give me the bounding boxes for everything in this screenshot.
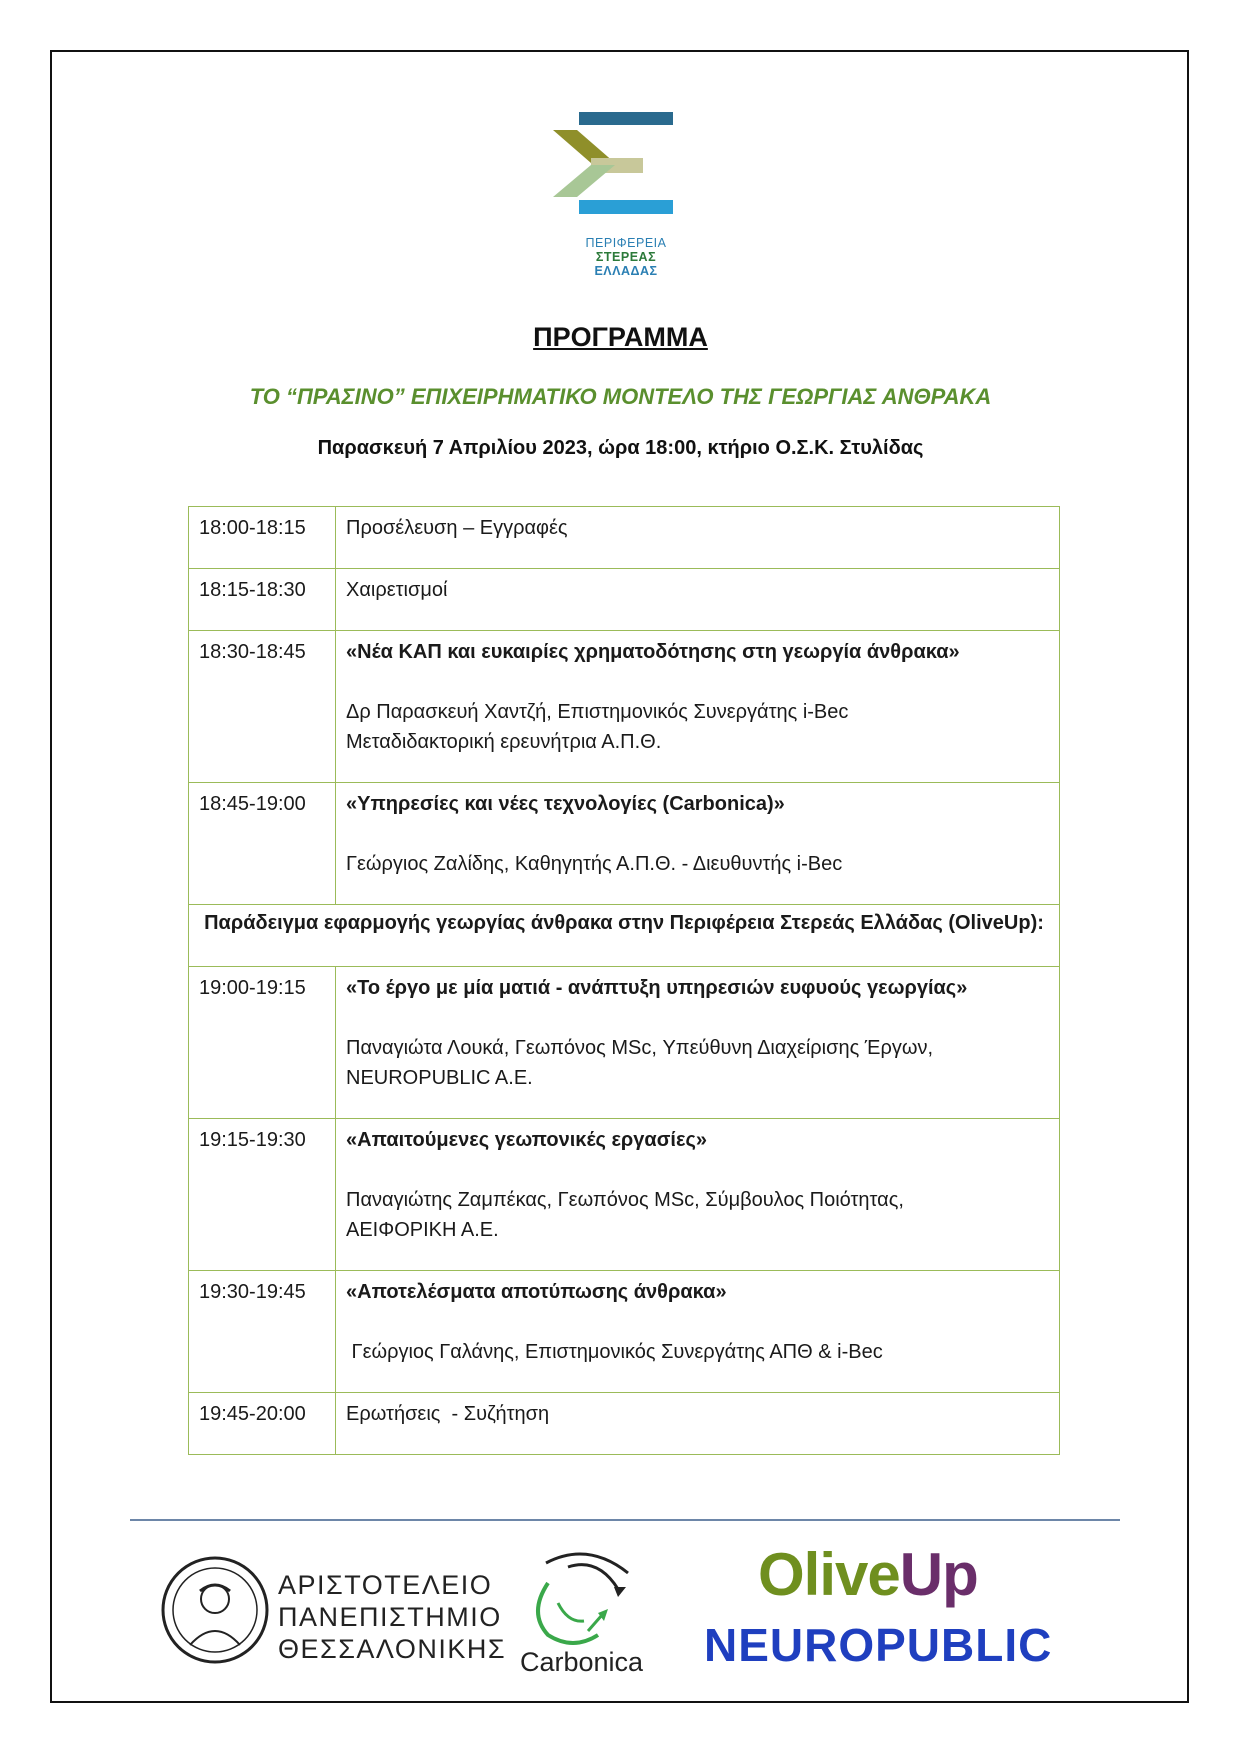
speaker-affiliation: NEUROPUBLIC A.E. xyxy=(346,1067,533,1089)
sterea-ellada-logo xyxy=(553,108,673,283)
footer-divider xyxy=(130,1519,1120,1521)
time-cell: 19:15-19:30 xyxy=(189,1119,336,1271)
auth-line-1: ΑΡΙΣΤΟΤΕΛΕΙΟ xyxy=(278,1570,493,1600)
speaker-line: Γεώργιος Ζαλίδης, Καθηγητής Α.Π.Θ. - Διευθυντής i-Bec xyxy=(346,853,843,875)
oliveup-olive-text: Olive xyxy=(758,1541,900,1608)
activity-cell: Χαιρετισμοί xyxy=(336,569,1060,631)
activity-cell xyxy=(336,1119,1060,1271)
sigma-logo-icon xyxy=(553,108,673,233)
carbonica-logo xyxy=(518,1543,668,1683)
auth-logo xyxy=(160,1555,507,1665)
table-row xyxy=(189,1119,1060,1271)
section-row xyxy=(189,905,1060,967)
table-row xyxy=(189,967,1060,1119)
activity-cell xyxy=(336,967,1060,1119)
event-dateline: Παρασκευή 7 Απριλίου 2023, ώρα 18:00, κτήριο Ο.Σ.Κ. Στυλίδας xyxy=(317,437,924,459)
speaker-affiliation: Μεταδιδακτορική ερευνήτρια Α.Π.Θ. xyxy=(346,731,662,753)
university-seal-icon xyxy=(160,1555,270,1665)
logo-text-perifereia: ΠΕΡΙΦΕΡΕΙΑ xyxy=(585,236,667,250)
speaker-line: Δρ Παρασκευή Χαντζή, Επιστημονικός Συνεργάτης i-Bec xyxy=(346,701,849,723)
page-title: ΠΡΟΓΡΑΜΜΑ xyxy=(533,322,708,352)
speaker-line: Γεώργιος Γαλάνης, Επιστημονικός Συνεργάτης ΑΠΘ & i-Bec xyxy=(346,1341,883,1363)
activity-cell xyxy=(336,631,1060,783)
time-cell: 19:30-19:45 xyxy=(189,1271,336,1393)
time-cell: 18:45-19:00 xyxy=(189,783,336,905)
logo-text-stereas: ΣΤΕΡΕΑΣ xyxy=(595,250,657,264)
talk-title: «Νέα ΚΑΠ και ευκαιρίες χρηματοδότησης στη γεωργία άνθρακα» xyxy=(346,641,960,663)
schedule-table xyxy=(188,506,1060,1455)
carbonica-wordmark: Carbonica xyxy=(520,1647,644,1677)
activity-cell xyxy=(336,1271,1060,1393)
speaker-line: Παναγιώτης Ζαμπέκας, Γεωπόνος MSc, Σύμβουλος Ποιότητας, xyxy=(346,1189,904,1211)
time-cell: 19:00-19:15 xyxy=(189,967,336,1119)
table-row xyxy=(189,1271,1060,1393)
activity-cell: Προσέλευση – Εγγραφές xyxy=(336,507,1060,569)
talk-title: «Αποτελέσματα αποτύπωσης άνθρακα» xyxy=(346,1281,727,1303)
activity-cell xyxy=(336,783,1060,905)
speaker-affiliation: ΑΕΙΦΟΡΙΚΗ Α.Ε. xyxy=(346,1219,499,1241)
auth-name xyxy=(278,1569,506,1665)
time-cell: 18:30-18:45 xyxy=(189,631,336,783)
table-row xyxy=(189,569,1060,631)
time-cell: 19:45-20:00 xyxy=(189,1393,336,1455)
table-row xyxy=(189,507,1060,569)
auth-line-2: ΠΑΝΕΠΙΣΤΗΜΙΟ xyxy=(278,1602,502,1632)
event-subtitle: ΤΟ “ΠΡΑΣΙΝΟ” ΕΠΙΧΕΙΡΗΜΑΤΙΚΟ ΜΟΝΤΕΛΟ ΤΗΣ ΓΕΩΡΓΙΑΣ ΑΝΘΡΑΚΑ xyxy=(249,384,992,409)
talk-title: «Το έργο με μία ματιά - ανάπτυξη υπηρεσιών ευφυούς γεωργίας» xyxy=(346,977,968,999)
speaker-line: Παναγιώτα Λουκά, Γεωπόνος MSc, Υπεύθυνη Διαχείρισης Έργων, xyxy=(346,1037,934,1059)
table-row xyxy=(189,631,1060,783)
oliveup-up-text: Up xyxy=(899,1541,978,1608)
carbon-cycle-icon xyxy=(518,1543,668,1648)
neuropublic-logo: NEUROPUBLIC xyxy=(704,1619,1053,1671)
talk-title: «Απαιτούμενες γεωπονικές εργασίες» xyxy=(346,1129,707,1151)
table-row xyxy=(189,1393,1060,1455)
section-heading: Παράδειγμα εφαρμογής γεωργίας άνθρακα στην Περιφέρεια Στερεάς Ελλάδας (OliveUp): xyxy=(189,905,1060,967)
time-cell: 18:00-18:15 xyxy=(189,507,336,569)
activity-cell: Ερωτήσεις - Συζήτηση xyxy=(336,1393,1060,1455)
talk-title: «Υπηρεσίες και νέες τεχνολογίες (Carbonica)» xyxy=(346,793,785,815)
table-row xyxy=(189,783,1060,905)
time-cell: 18:15-18:30 xyxy=(189,569,336,631)
oliveup-logo xyxy=(758,1540,978,1609)
logo-text-elladas: ΕΛΛΑΔΑΣ xyxy=(594,264,658,278)
auth-line-3: ΘΕΣΣΑΛΟΝΙΚΗΣ xyxy=(278,1634,507,1664)
